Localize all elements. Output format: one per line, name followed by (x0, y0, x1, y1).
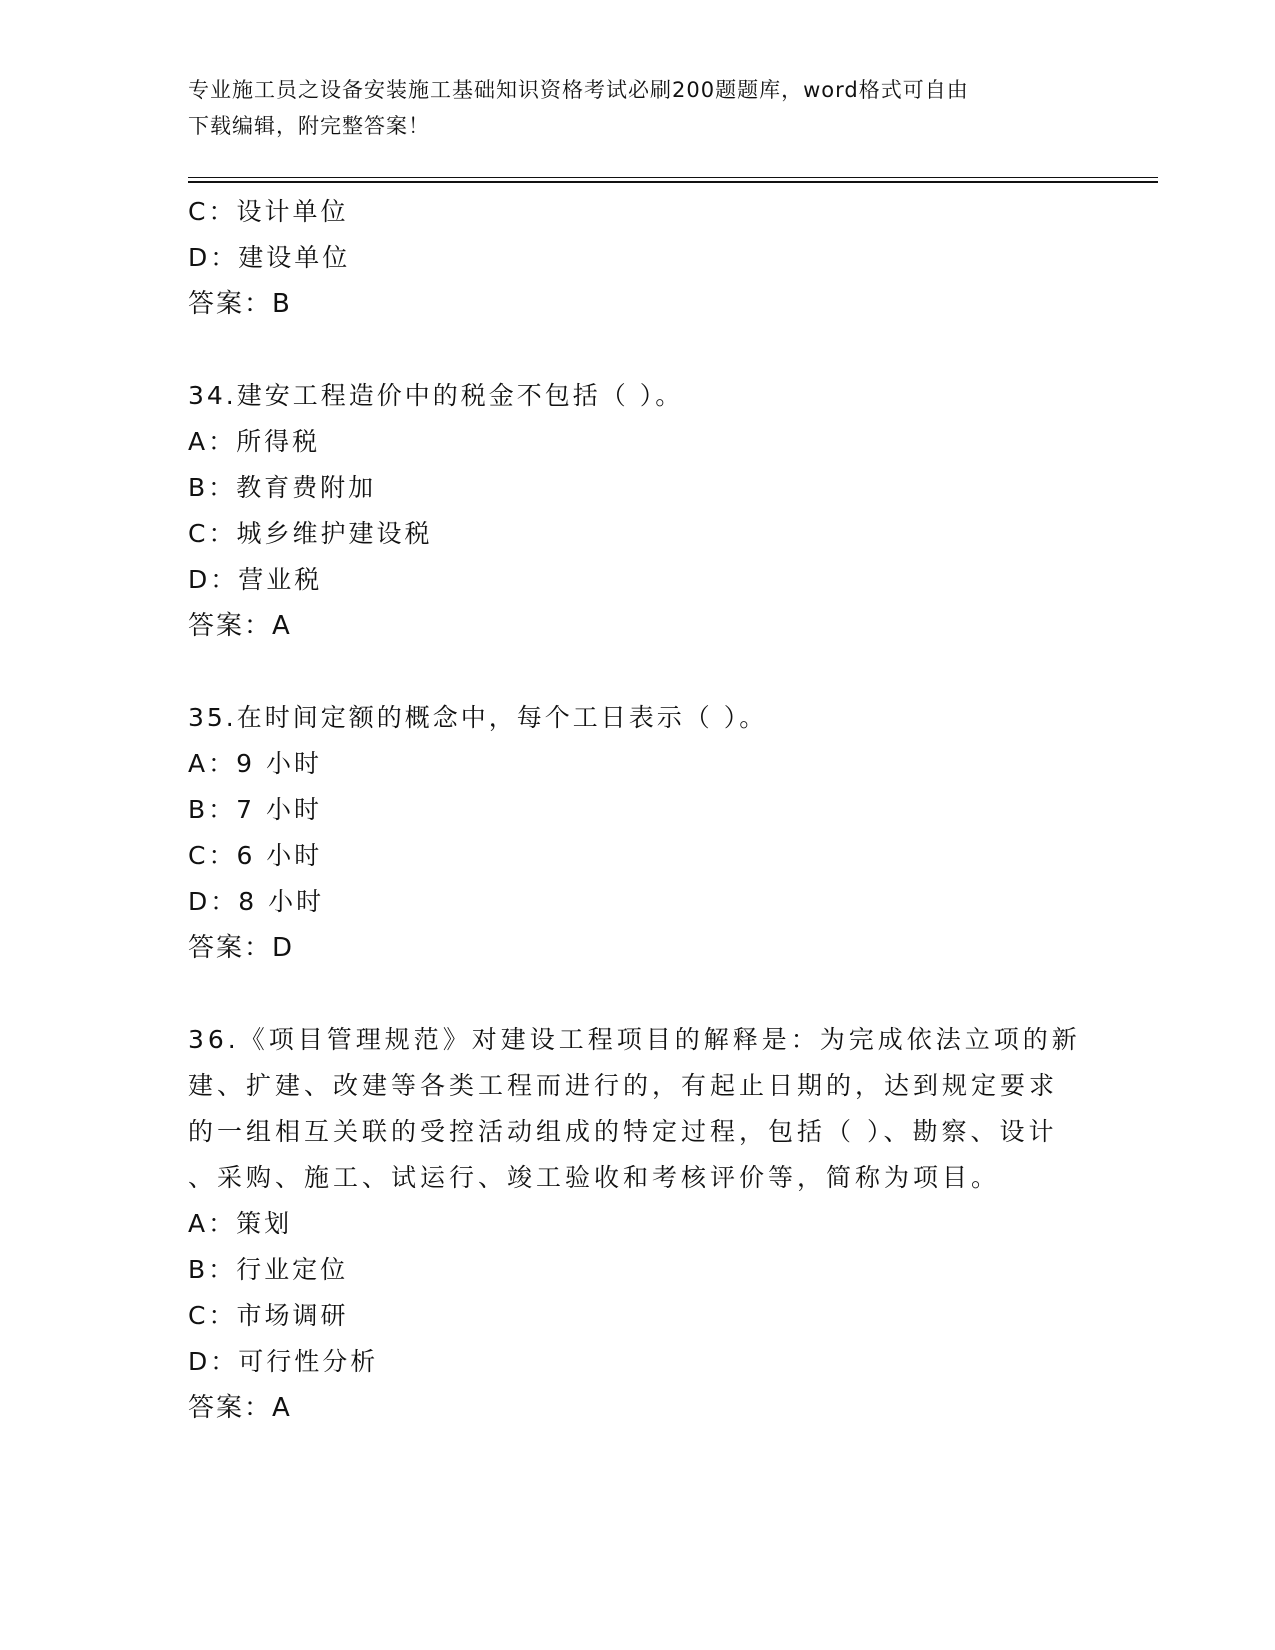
option-a: A：所得税 (188, 427, 321, 456)
question-stem (188, 1017, 1088, 1201)
spacer (188, 327, 1088, 373)
question-stem-line: 的一组相互关联的受控活动组成的特定过程，包括（ ）、勘察、设计 (188, 1117, 1058, 1146)
answer-line: 答案：B (188, 289, 292, 319)
option-a: A：策划 (188, 1209, 293, 1238)
question-36 (188, 1017, 1088, 1431)
continued-question (188, 189, 1088, 327)
question-stem: 34.建安工程造价中的税金不包括（ ）。 (188, 381, 684, 410)
option-d: D：可行性分析 (188, 1347, 379, 1376)
header-line-1: 专业施工员之设备安装施工基础知识资格考试必刷200题题库，word格式可自由 (188, 78, 969, 102)
option-a: A：9 小时 (188, 749, 322, 778)
spacer (188, 649, 1088, 695)
option-b: B：教育费附加 (188, 473, 377, 502)
option-c: C：城乡维护建设税 (188, 519, 433, 548)
option-d: D：建设单位 (188, 243, 351, 272)
answer-line: 答案：A (188, 611, 292, 641)
option-c: C：市场调研 (188, 1301, 349, 1330)
option-c: C：设计单位 (188, 197, 349, 226)
question-35 (188, 695, 1088, 971)
question-stem: 35.在时间定额的概念中，每个工日表示（ ）。 (188, 703, 768, 732)
answer-line: 答案：D (188, 933, 295, 963)
answer-line: 答案：A (188, 1393, 292, 1423)
question-stem-line: 36.《项目管理规范》对建设工程项目的解释是：为完成依法立项的新 (188, 1025, 1081, 1054)
header-divider-thick (188, 181, 1158, 183)
option-d: D：营业税 (188, 565, 323, 594)
question-list (188, 189, 1088, 1431)
option-b: B：行业定位 (188, 1255, 349, 1284)
header-line-2: 下载编辑，附完整答案！ (188, 114, 430, 138)
question-34 (188, 373, 1088, 649)
question-stem-line: 、采购、施工、试运行、竣工验收和考核评价等，简称为项目。 (188, 1163, 1001, 1192)
header-divider-thin (188, 177, 1158, 178)
option-c: C：6 小时 (188, 841, 323, 870)
question-stem-line: 建、扩建、改建等各类工程而进行的，有起止日期的，达到规定要求 (188, 1071, 1059, 1100)
option-b: B：7 小时 (188, 795, 323, 824)
option-d: D：8 小时 (188, 887, 325, 916)
spacer (188, 971, 1088, 1017)
document-header (188, 72, 1088, 144)
